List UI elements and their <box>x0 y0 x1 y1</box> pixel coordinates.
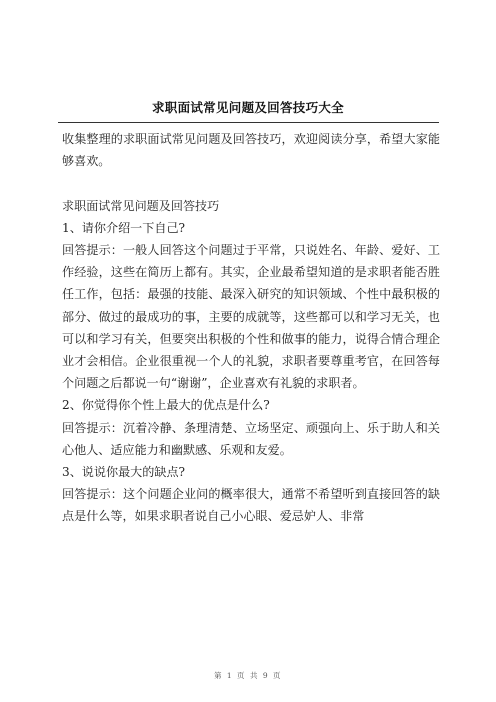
question-3: 3、说说你最大的缺点? <box>62 465 186 480</box>
document-body <box>62 128 440 528</box>
answer-1: 回答提示：一般人回答这个问题过于平常，只说姓名、年龄、爱好、工作经验，这些在简历上都有。其实，企业最希望知道的是求职者能否胜任工作，包括：最强的技能、最深入研究的知识领域、个性中最积极的部分、做过的最成功的事，主要的成就等，这些都可以和学习无关，也可以和学习有关，但要突出积极的个性和做事的能力，说得合情合理企业才会相信。企业很重视一个人的礼貌，求职者要尊重考官，在回答每个问题之后都说一句“谢谢”，企业喜欢有礼貌的求职者。 <box>62 243 440 391</box>
intro-paragraph: 收集整理的求职面试常见问题及回答技巧，欢迎阅读分享，希望大家能够喜欢。 <box>62 132 440 169</box>
page-number: 第 1 页 共 9 页 <box>214 671 282 680</box>
question-2: 2、你觉得你个性上最大的优点是什么? <box>62 398 270 413</box>
page-title: 求职面试常见问题及回答技巧大全 <box>151 100 344 115</box>
question-1: 1、请你介绍一下自己? <box>62 220 186 235</box>
answer-2: 回答提示：沉着冷静、条理清楚、立场坚定、顽强向上、乐于助人和关心他人、适应能力和幽默感、乐观和友爱。 <box>62 420 440 457</box>
title-divider <box>58 122 439 123</box>
section-heading: 求职面试常见问题及回答技巧 <box>62 198 220 213</box>
answer-3: 回答提示：这个问题企业问的概率很大，通常不希望听到直接回答的缺点是什么等，如果求职者说自己小心眼、爱忌妒人、非常 <box>62 487 440 524</box>
blank-line <box>62 172 440 194</box>
